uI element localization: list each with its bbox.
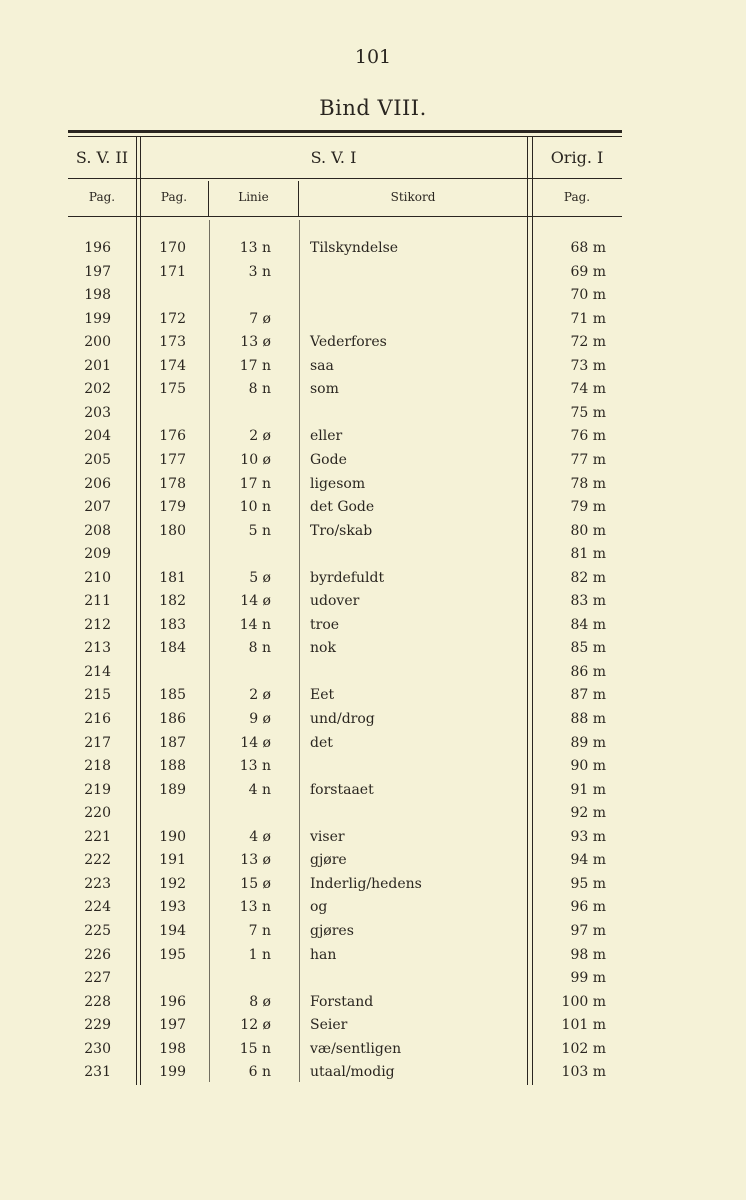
table-row [0,994,746,1018]
table-cell: 96 m [570,899,606,916]
sub-header-orig-pag: Pag. [563,190,591,204]
table-cell: 209 [84,546,111,563]
table-cell: 226 [84,946,111,963]
table-cell: 80 m [570,522,606,539]
page-number: 101 [354,46,392,68]
table-cell: 198 [84,287,111,304]
table-cell: 7 ø [249,310,271,327]
group-header-sv2: S. V. II [75,148,129,167]
table-row [0,240,746,264]
table-cell: 13 n [239,899,271,916]
table-cell: 2 ø [249,687,271,704]
table-cell: 71 m [570,310,606,327]
table-cell: 229 [84,1017,111,1034]
table-cell: 173 [159,334,186,351]
table-cell: 79 m [570,499,606,516]
table-cell: 197 [159,1017,186,1034]
table-cell: 8 ø [249,993,271,1010]
table-cell: 204 [84,428,111,445]
table-cell: 193 [159,899,186,916]
table-cell: 185 [159,687,186,704]
table-cell: ligesom [310,475,366,492]
table-cell: 91 m [570,781,606,798]
table-cell: 207 [84,499,111,516]
table-cell: Forstand [310,993,374,1010]
table-row [0,523,746,547]
table-row [0,829,746,853]
table-cell: 198 [159,1040,186,1057]
table-cell: 219 [84,781,111,798]
table-cell: 186 [159,711,186,727]
table-cell: og [310,899,328,916]
table-row [0,334,746,358]
table-cell: 100 m [561,993,606,1010]
table-cell: Tro/skab [310,522,373,539]
table-cell: 68 m [570,240,606,256]
table-row [0,311,746,335]
table-cell: 187 [159,734,186,751]
table-cell: Tilskyndelse [310,240,399,256]
table-cell: 82 m [570,569,606,586]
table-cell: 94 m [570,852,606,869]
table-cell: 95 m [570,875,606,892]
table-cell: 170 [159,240,186,256]
table-cell: væ/sentligen [310,1040,402,1057]
volume-title: Bind VIII. [319,96,427,120]
table-cell: 14 ø [240,734,271,751]
table-cell: viser [310,828,345,845]
table-cell: Vederfores [310,334,387,351]
table-cell: 200 [84,334,111,351]
table-cell: 190 [159,828,186,845]
table-cell: 9 ø [249,711,271,727]
table-cell: 171 [159,263,186,280]
table-cell: gjøre [310,852,347,869]
table-cell: 216 [84,711,111,727]
table-cell: 73 m [570,357,606,374]
table-row [0,923,746,947]
table-cell: 214 [84,663,111,680]
table-cell: 203 [84,404,111,421]
table-top-rule [68,130,622,133]
table-cell: 10 ø [240,451,271,468]
table-cell: 74 m [570,381,606,398]
table-cell: 199 [159,1064,186,1081]
table-cell: 180 [159,522,186,539]
table-cell: 201 [84,357,111,374]
sub-header-pag: Pag. [160,190,188,204]
table-cell: som [310,381,339,398]
table-cell: 178 [159,475,186,492]
table-cell: 202 [84,381,111,398]
table-cell: Inderlig/hedens [310,875,422,892]
table-cell: 5 n [248,522,271,539]
table-cell: 7 n [248,922,271,939]
table-cell: eller [310,428,343,445]
table-cell: troe [310,616,340,633]
table-cell: 70 m [570,287,606,304]
table-cell: 17 n [239,475,271,492]
table-row [0,970,746,994]
table-cell: 81 m [570,546,606,563]
table-cell: 210 [84,569,111,586]
table-cell: 228 [84,993,111,1010]
table-cell: 223 [84,875,111,892]
table-cell: 75 m [570,404,606,421]
table-cell: 76 m [570,428,606,445]
table-cell: 77 m [570,451,606,468]
table-cell: 212 [84,616,111,633]
table-cell: 179 [159,499,186,516]
table-cell: 83 m [570,593,606,610]
table-row [0,617,746,641]
table-row [0,499,746,523]
table-cell: 172 [159,310,186,327]
table-cell: 13 n [239,758,271,775]
table-top-rule-thin [68,136,622,137]
table-cell: 183 [159,616,186,633]
table-cell: 90 m [570,758,606,775]
table-row [0,876,746,900]
table-row [0,452,746,476]
table-row [0,1064,746,1088]
table-row [0,1017,746,1041]
table-cell: 230 [84,1040,111,1057]
table-cell: 17 n [239,357,271,374]
table-row [0,947,746,971]
table-cell: 86 m [570,663,606,680]
table-cell: 194 [159,922,186,939]
table-cell: 13 ø [240,852,271,869]
table-row [0,593,746,617]
table-row [0,711,746,735]
table-cell: 176 [159,428,186,445]
table-cell: saa [310,357,334,374]
table-cell: Gode [310,451,347,468]
table-cell: nok [310,640,336,657]
table-row [0,381,746,405]
table-cell: 175 [159,381,186,398]
table-cell: det Gode [310,499,375,516]
group-header-orig: Orig. I [550,148,604,167]
table-cell: 99 m [570,970,606,987]
table-cell: udover [310,593,360,610]
table-row [0,476,746,500]
table-cell: 197 [84,263,111,280]
table-cell: 92 m [570,805,606,822]
table-cell: 213 [84,640,111,657]
table-row [0,899,746,923]
table-cell: 1 n [248,946,271,963]
table-row [0,428,746,452]
table-cell: 6 n [248,1064,271,1081]
table-cell: 192 [159,875,186,892]
table-row [0,264,746,288]
table-cell: 181 [159,569,186,586]
table-cell: 174 [159,357,186,374]
table-cell: und/drog [310,711,375,727]
table-cell: 98 m [570,946,606,963]
table-cell: 225 [84,922,111,939]
table-cell: 188 [159,758,186,775]
table-cell: 78 m [570,475,606,492]
table-cell: 208 [84,522,111,539]
sub-header-pag: Pag. [88,190,116,204]
table-cell: 4 n [248,781,271,798]
table-cell: 218 [84,758,111,775]
table-cell: 195 [159,946,186,963]
table-cell: 8 n [248,381,271,398]
table-row [0,664,746,688]
table-cell: 189 [159,781,186,798]
table-row [0,805,746,829]
table-cell: 4 ø [249,828,271,845]
sub-header-linie: Linie [238,190,269,204]
table-cell: 12 ø [240,1017,271,1034]
table-cell: 15 n [239,1040,271,1057]
table-cell: 14 ø [240,593,271,610]
header-bottom-rule [68,216,622,217]
table-cell: gjøres [310,922,354,939]
table-cell: det [310,734,333,751]
table-cell: 10 n [239,499,271,516]
table-cell: 211 [84,593,111,610]
table-cell: 182 [159,593,186,610]
table-cell: 14 n [239,616,271,633]
table-cell: Seier [310,1017,348,1034]
table-cell: 87 m [570,687,606,704]
table-cell: 199 [84,310,111,327]
table-row [0,570,746,594]
table-cell: 89 m [570,734,606,751]
table-cell: 103 m [561,1064,606,1081]
table-cell: 102 m [561,1040,606,1057]
table-cell: 222 [84,852,111,869]
table-cell: 101 m [561,1017,606,1034]
table-row [0,758,746,782]
table-row [0,852,746,876]
table-cell: 184 [159,640,186,657]
header-divider [68,178,622,179]
table-cell: 227 [84,970,111,987]
sub-header-stikord: Stikord [390,190,436,204]
table-cell: 97 m [570,922,606,939]
table-cell: 217 [84,734,111,751]
table-row [0,640,746,664]
table-cell: 221 [84,828,111,845]
table-cell: Eet [310,687,335,704]
table-row [0,782,746,806]
table-cell: 3 n [248,263,271,280]
table-row [0,687,746,711]
table-cell: 93 m [570,828,606,845]
table-row [0,287,746,311]
table-cell: 191 [159,852,186,869]
table-cell: 215 [84,687,111,704]
table-cell: 231 [84,1064,111,1081]
table-cell: utaal/modig [310,1064,395,1081]
table-cell: 84 m [570,616,606,633]
table-cell: 15 ø [240,875,271,892]
table-cell: 206 [84,475,111,492]
table-cell: 85 m [570,640,606,657]
table-cell: 224 [84,899,111,916]
table-cell: 177 [159,451,186,468]
table-cell: 72 m [570,334,606,351]
table-row [0,358,746,382]
table-cell: 196 [84,240,111,256]
table-cell: han [310,946,337,963]
table-row [0,546,746,570]
table-cell: 220 [84,805,111,822]
table-cell: 69 m [570,263,606,280]
table-cell: 196 [159,993,186,1010]
table-cell: forstaaet [310,781,374,798]
table-cell: byrdefuldt [310,569,385,586]
table-row [0,735,746,759]
table-cell: 2 ø [249,428,271,445]
table-cell: 88 m [570,711,606,727]
table-cell: 5 ø [249,569,271,586]
table-row [0,1041,746,1065]
table-cell: 8 n [248,640,271,657]
table-cell: 13 ø [240,334,271,351]
table-row [0,405,746,429]
group-header-sv1: S. V. I [310,148,357,167]
table-cell: 13 n [239,240,271,256]
table-cell: 205 [84,451,111,468]
